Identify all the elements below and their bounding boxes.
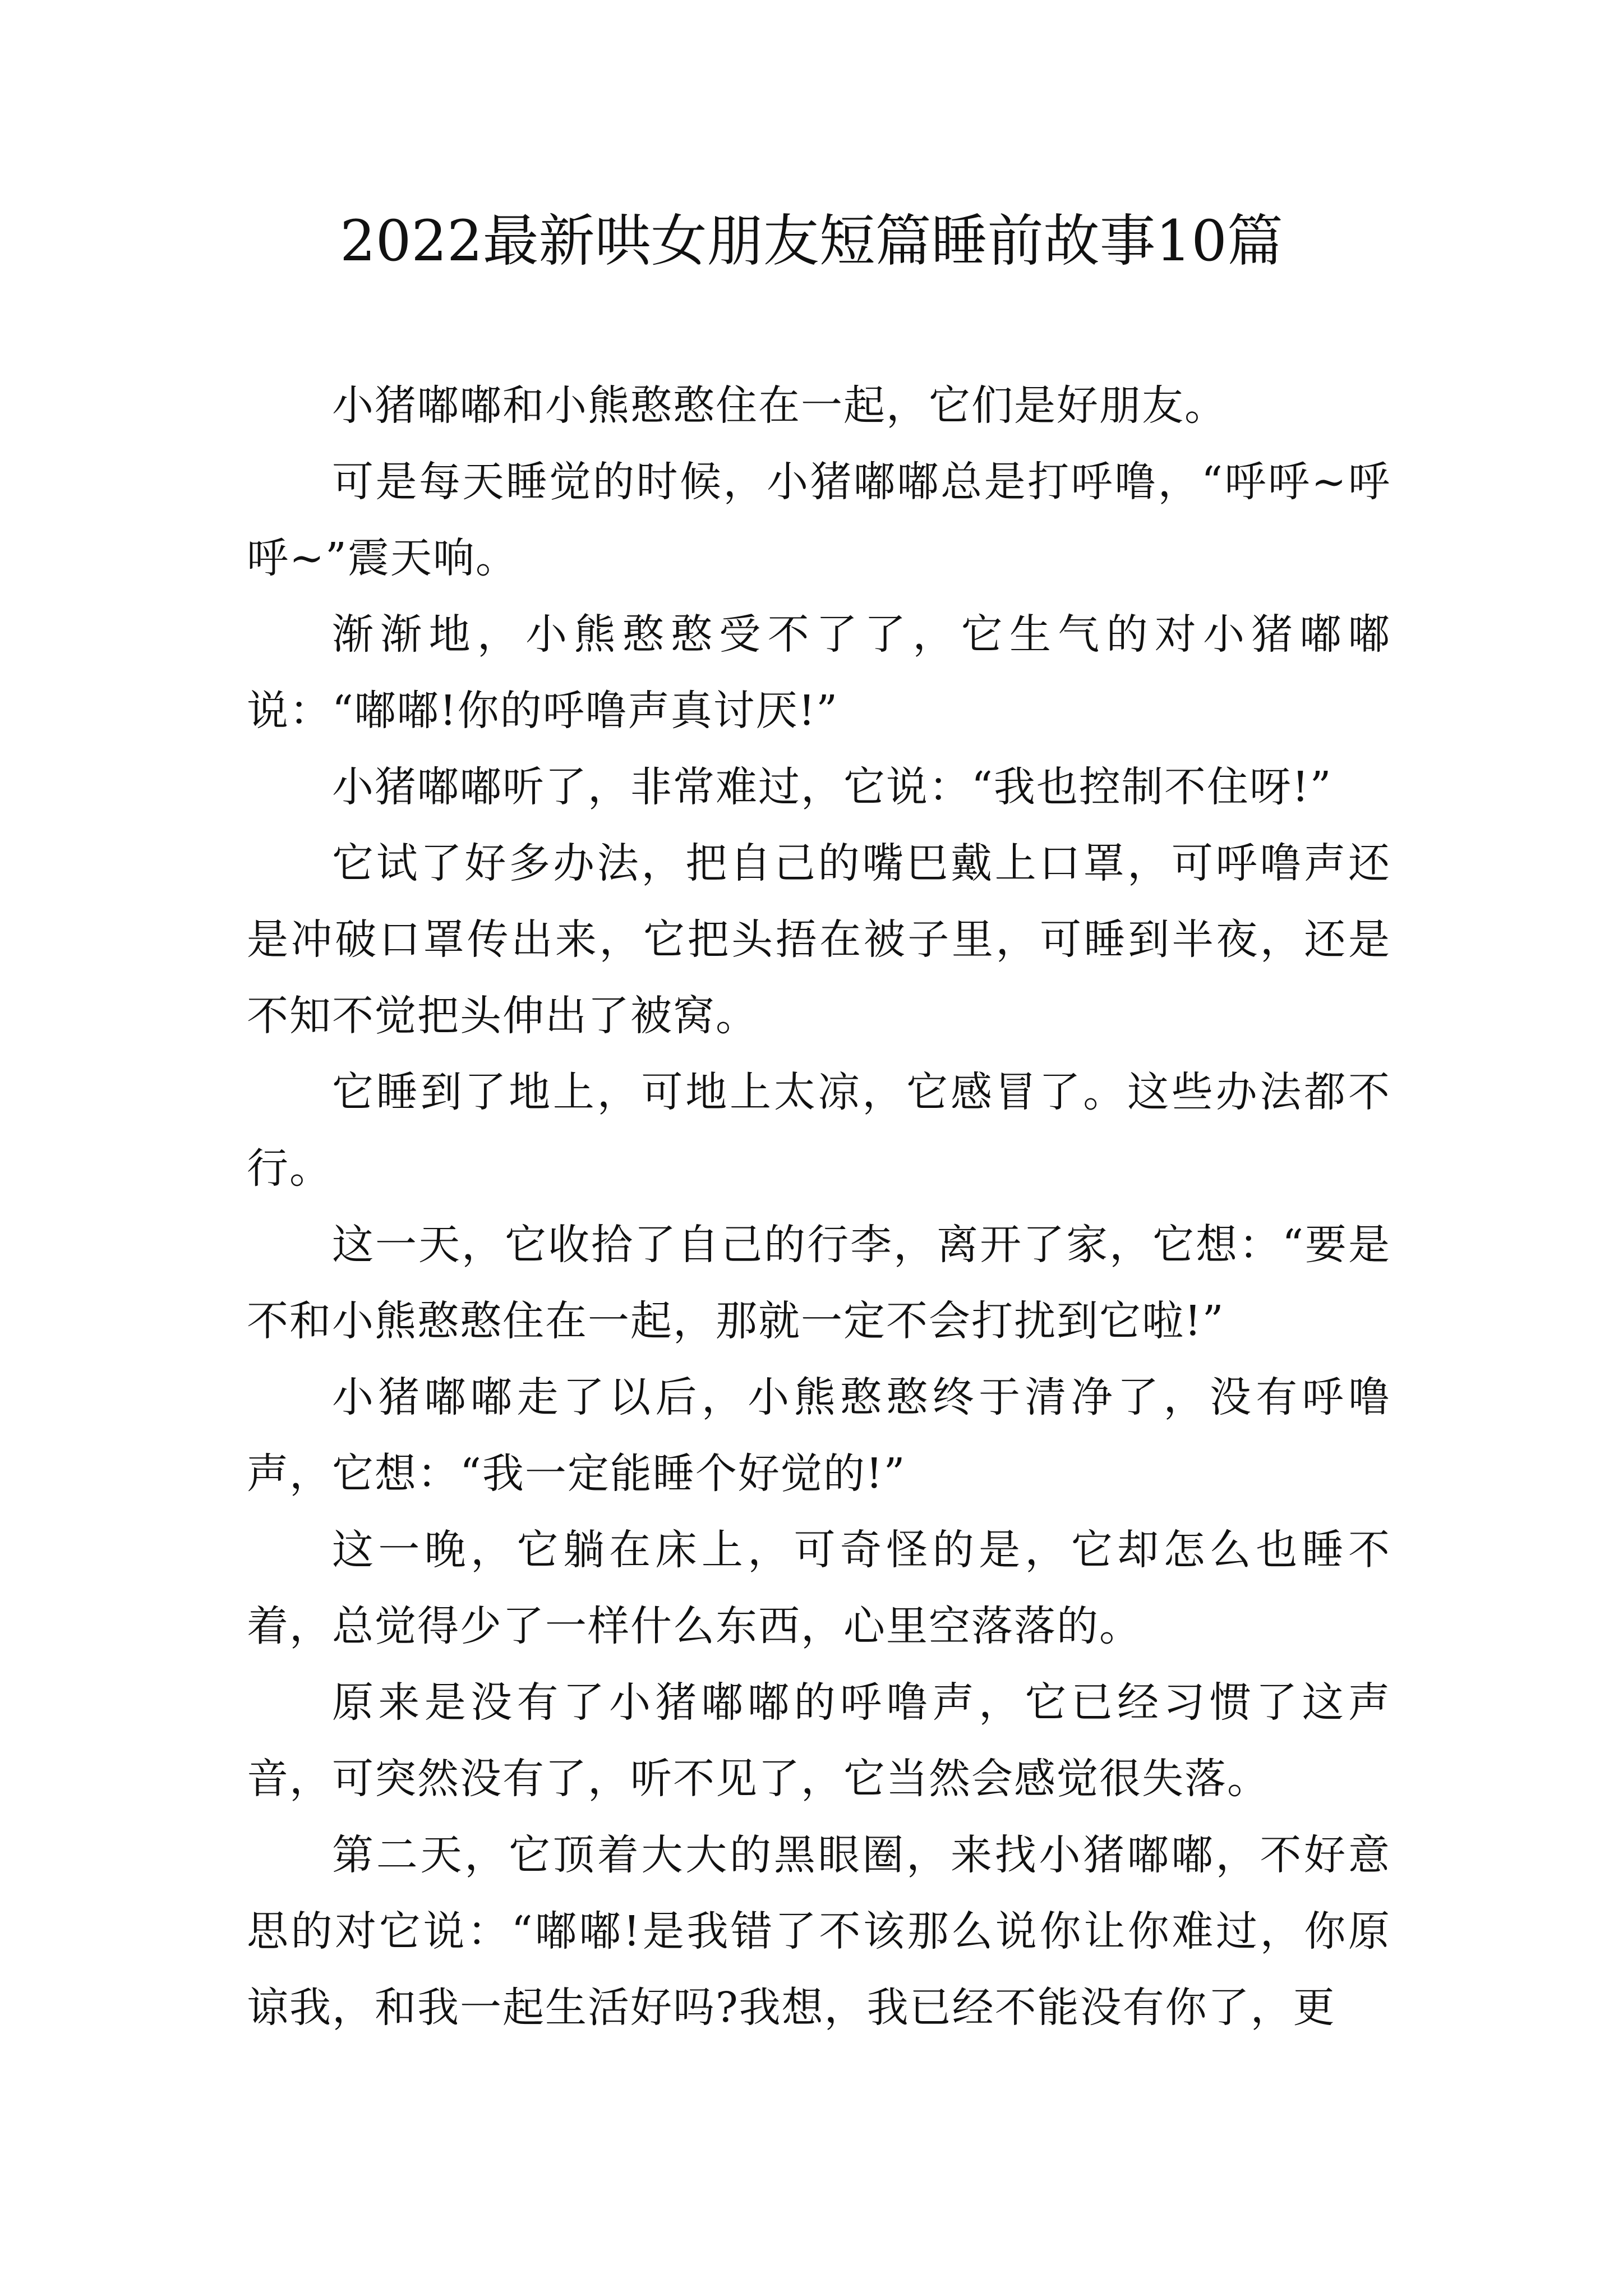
paragraph: 第二天，它顶着大大的黑眼圈，来找小猪嘟嘟，不好意思的对它说：“嘟嘟!是我错了不该那么说你让你难过，你原谅我，和我一起生活好吗?我想，我已经不能没有你了，更 — [247, 1831, 1391, 2032]
paragraph: 小猪嘟嘟听了，非常难过，它说：“我也控制不住呀!” — [332, 763, 1332, 811]
paragraph: 它试了好多办法，把自己的嘴巴戴上口罩，可呼噜声还是冲破口罩传出来，它把头捂在被子里，可睡到半夜，还是不知不觉把头伸出了被窝。 — [247, 839, 1391, 1040]
paragraph: 这一晚，它躺在床上，可奇怪的是，它却怎么也睡不着，总觉得少了一样什么东西，心里空落落的。 — [247, 1526, 1391, 1650]
document-body — [247, 367, 1391, 2046]
paragraph: 这一天，它收拾了自己的行李，离开了家，它想：“要是不和小熊憨憨住在一起，那就一定不会打扰到它啦!” — [247, 1221, 1391, 1345]
paragraph: 渐渐地，小熊憨憨受不了了，它生气的对小猪嘟嘟说：“嘟嘟!你的呼噜声真讨厌!” — [247, 610, 1391, 735]
paragraph: 原来是没有了小猪嘟嘟的呼噜声，它已经习惯了这声音，可突然没有了，听不见了，它当然会感觉很失落。 — [247, 1678, 1391, 1803]
paragraph: 小猪嘟嘟和小熊憨憨住在一起，它们是好朋友。 — [332, 381, 1227, 430]
paragraph: 小猪嘟嘟走了以后，小熊憨憨终于清净了，没有呼噜声，它想：“我一定能睡个好觉的!” — [247, 1373, 1391, 1498]
paragraph: 可是每天睡觉的时候，小猪嘟嘟总是打呼噜，“呼呼~呼呼~”震天响。 — [247, 458, 1391, 582]
paragraph: 它睡到了地上，可地上太凉，它感冒了。这些办法都不行。 — [247, 1068, 1391, 1193]
document-title: 2022最新哄女朋友短篇睡前故事10篇 — [340, 208, 1283, 274]
